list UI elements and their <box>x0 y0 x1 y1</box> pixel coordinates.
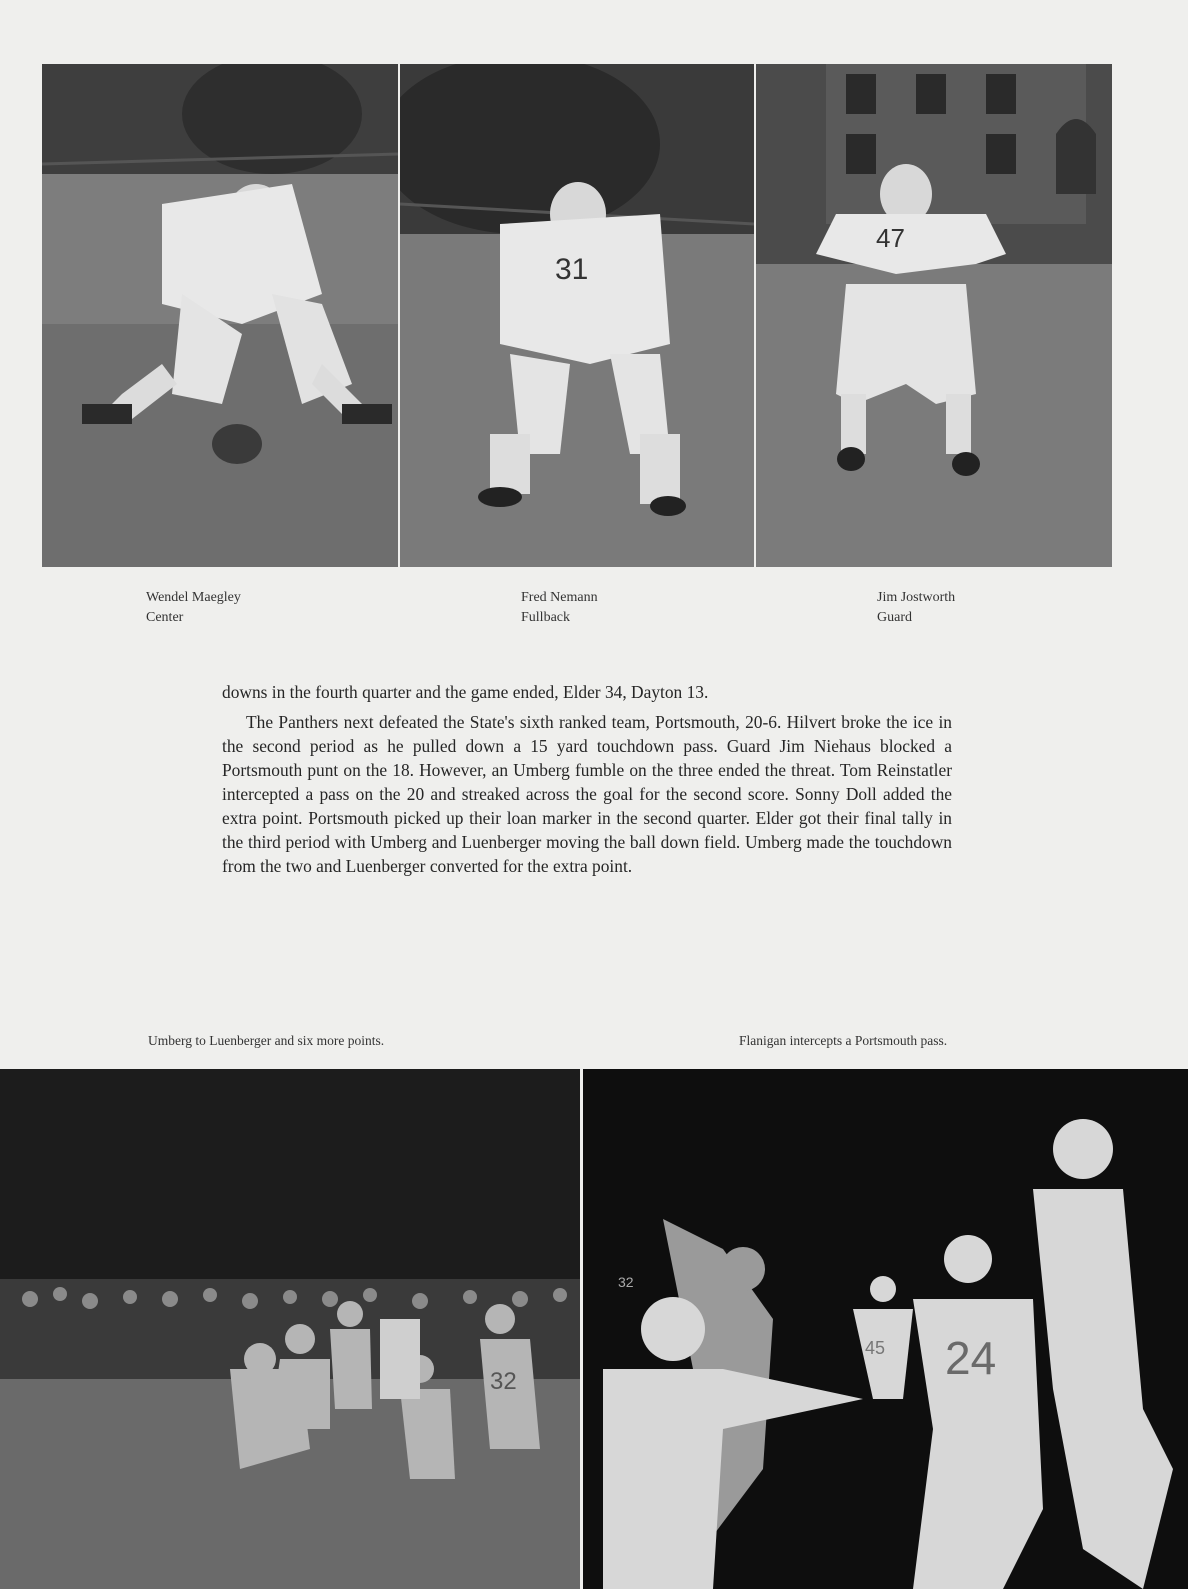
player-name: Fred Nemann <box>521 590 598 605</box>
jersey-number-31: 31 <box>555 253 589 286</box>
jersey-number-32: 32 <box>490 1368 517 1395</box>
caption-jim-jostworth <box>877 588 955 628</box>
article-paragraph: The Panthers next defeated the State's sixth ranked team, Portsmouth, 20-6. Hilvert broke the ice in the second period as he pulled down a 15 yard touchdown pass. Guard Jim Niehaus blocked a Portsmouth punt on the 18. However, an Umberg fumble on the three ended the threat. Tom Reinstatler intercepted a pass on the 20 and streaked across the goal for the second score. Sonny Doll added the extra point. Portsmouth picked up their loan marker in the second quarter. Elder got their final tally in the third period with Umberg and Luenberger moving the ball down field. Umberg made the touchdown from the two and Luenberger converted for the extra point. <box>222 712 952 876</box>
player-position: Fullback <box>521 610 570 625</box>
photo-wendel-maegley <box>42 64 398 567</box>
article-body <box>222 680 952 878</box>
player-position: Guard <box>877 610 912 625</box>
article-paragraph: downs in the fourth quarter and the game ended, Elder 34, Dayton 13. <box>222 682 709 702</box>
player-position: Center <box>146 610 184 625</box>
jersey-number-47: 47 <box>876 223 905 253</box>
caption-flanigan-intercepts: Flanigan intercepts a Portsmouth pass. <box>739 1033 948 1048</box>
caption-fred-nemann <box>521 588 598 628</box>
jersey-number-32: 32 <box>618 1274 634 1290</box>
photo-flanigan-intercepts <box>583 1069 1188 1589</box>
player-name: Jim Jostworth <box>877 590 956 605</box>
photo-jim-jostworth <box>756 64 1112 567</box>
jersey-number-24: 24 <box>945 1332 997 1384</box>
caption-wendel-maegley <box>146 588 241 628</box>
photo-umberg-to-luenberger <box>0 1069 580 1589</box>
player-name: Wendel Maegley <box>146 590 241 605</box>
photo-fred-nemann <box>400 64 754 567</box>
jersey-number-45: 45 <box>865 1338 886 1358</box>
caption-umberg-to-luenberger: Umberg to Luenberger and six more points. <box>148 1033 385 1048</box>
